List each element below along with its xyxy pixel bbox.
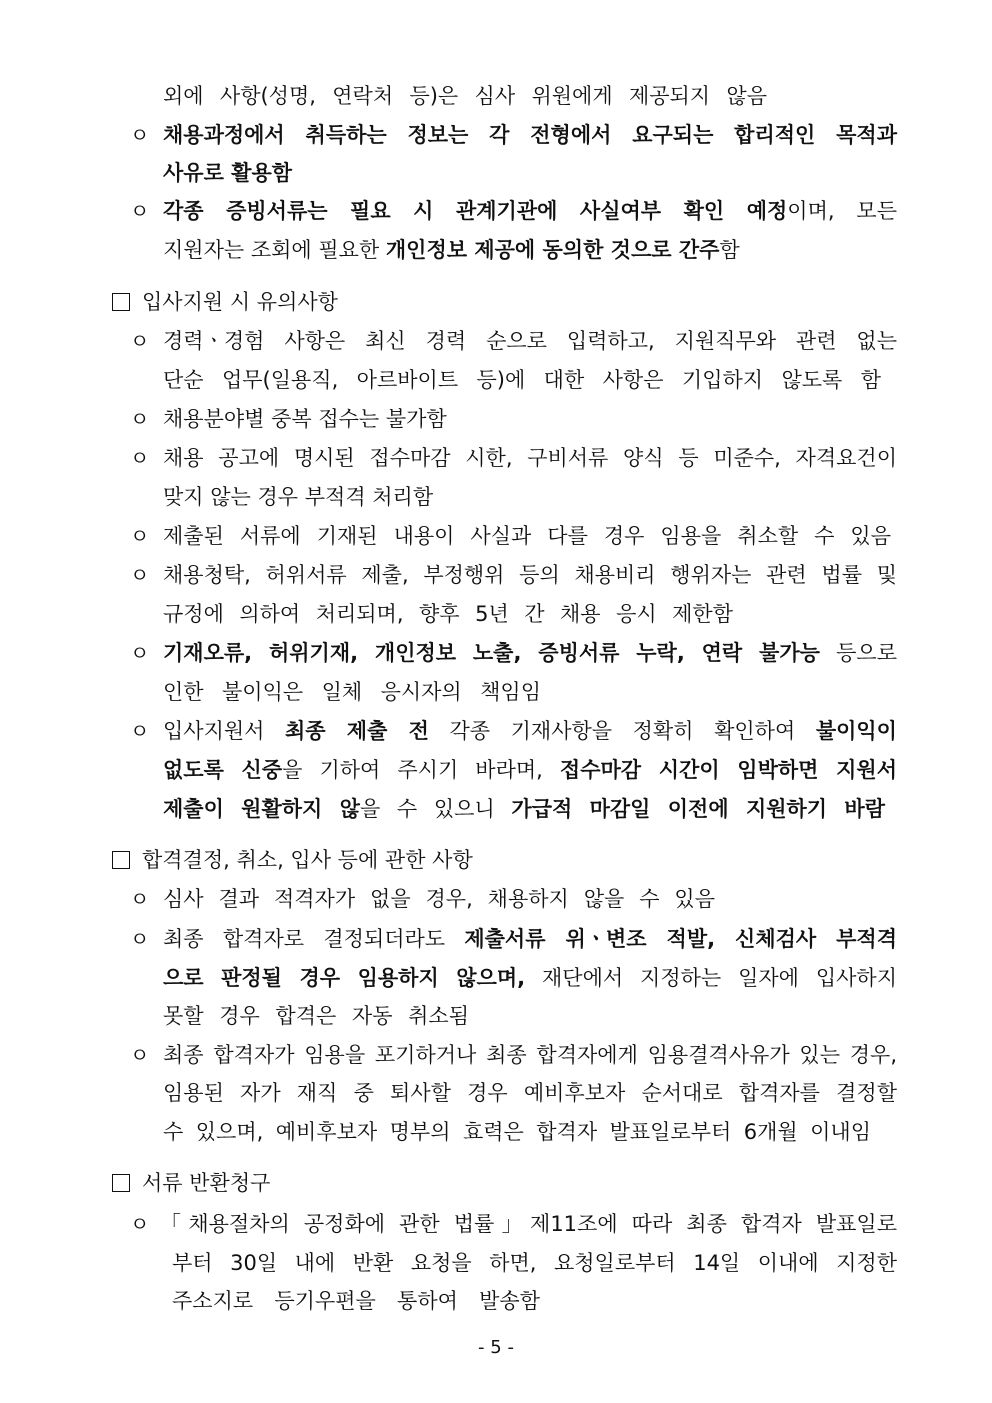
normal-text: 함: [719, 238, 740, 262]
s1-item-2-line-1: 채용분야별 중복 접수는 불가함: [163, 407, 447, 431]
s2-item-3-line-1: 최종 합격자가 임용을 포기하거나 최종 합격자에게 임용결격사유가 있는 경우,: [163, 1043, 897, 1067]
section-heading-document-return: [112, 1169, 270, 1197]
s2-item-1-line-1: 심사 결과 적격자가 없을 경우, 채용하지 않을 수 있음: [163, 887, 715, 911]
intro-item-2-line-1: [163, 197, 897, 225]
intro-item-1-line-2: 사유로 활용함: [163, 161, 293, 185]
s1-item-7-line-2: [163, 756, 897, 784]
bullet-icon: ㅇ: [130, 927, 150, 951]
s3-item-1-line-1: 「채용절차의 공정화에 관한 법률」제11조에 따라 최종 합격자 발표일로: [160, 1212, 897, 1236]
intro-item-1-line-1: 채용과정에서 취득하는 정보는 각 전형에서 요구되는 합리적인 목적과: [163, 123, 897, 147]
s1-item-3-line-1: 채용 공고에 명시된 접수마감 시한, 구비서류 양식 등 미준수, 자격요건이: [163, 446, 897, 470]
emphasis-text: 기재오류, 허위기재, 개인정보 노출, 증빙서류 누락, 연락 불가능: [163, 641, 820, 665]
bullet-icon: ㅇ: [130, 719, 150, 743]
normal-text: 을 수 있으니: [359, 797, 512, 821]
normal-text: 이며, 모든: [787, 199, 897, 223]
bullet-icon: ㅇ: [130, 641, 150, 665]
emphasis-text: 최종 제출 전: [285, 719, 429, 743]
s1-item-6-line-1: [163, 639, 897, 667]
s2-item-2-line-3: 못할 경우 합격은 자동 취소됨: [163, 1004, 469, 1028]
s1-item-1-line-1: 경력ㆍ경험 사항은 최신 경력 순으로 입력하고, 지원직무와 관련 없는: [163, 329, 897, 353]
normal-text: 재단에서 지정하는 일자에 입사하지: [525, 966, 897, 990]
normal-text: 지원자는 조회에 필요한: [163, 238, 386, 262]
s2-item-2-line-1: [163, 925, 897, 953]
intro-item-2-line-2: [163, 236, 740, 264]
normal-text: 최종 합격자로 결정되더라도: [163, 927, 465, 951]
s1-item-6-line-2: 인한 불이익은 일체 응시자의 책임임: [163, 680, 541, 704]
emphasis-text: 가급적 마감일 이전에 지원하기 바람: [511, 797, 885, 821]
emphasis-text: 접수마감 시간이 임박하면 지원서: [559, 758, 897, 782]
s2-item-2-line-2: [163, 964, 897, 992]
bullet-icon: ㅇ: [130, 123, 150, 147]
s1-item-3-line-2: 맞지 않는 경우 부적격 처리함: [163, 485, 434, 509]
s1-item-5-line-1: 채용청탁, 허위서류 제출, 부정행위 등의 채용비리 행위자는 관련 법률 및: [163, 563, 897, 587]
normal-text: 입사지원서: [163, 719, 286, 743]
emphasis-text: 불이익이: [815, 719, 897, 743]
bullet-icon: ㅇ: [130, 329, 150, 353]
emphasis-text: 제출이 원활하지 않: [163, 797, 360, 821]
checkbox-square-icon: [112, 293, 130, 311]
section-title: 합격결정, 취소, 입사 등에 관한 사항: [142, 848, 473, 872]
normal-text: 각종 기재사항을 정확히 확인하여: [428, 719, 816, 743]
checkbox-square-icon: [112, 1174, 130, 1192]
s1-item-5-line-2: 규정에 의하여 처리되며, 향후 5년 간 채용 응시 제한함: [163, 602, 733, 626]
bullet-icon: ㅇ: [130, 563, 150, 587]
emphasis-text: 제출서류 위ㆍ변조 적발, 신체검사 부적격: [464, 927, 897, 951]
page-number: - 5 -: [478, 1337, 514, 1358]
checkbox-square-icon: [112, 851, 130, 869]
s1-item-1-line-2: 단순 업무(일용직, 아르바이트 등)에 대한 사항은 기입하지 않도록 함: [163, 368, 881, 392]
emphasis-text: 없도록 신중: [163, 758, 283, 782]
section-heading-pass-decision: [112, 846, 473, 874]
bullet-icon: ㅇ: [130, 1043, 150, 1067]
bullet-icon: ㅇ: [130, 1212, 150, 1236]
emphasis-text: 으로 판정될 경우 임용하지 않으며,: [163, 966, 526, 990]
normal-text: 등으로: [819, 641, 897, 665]
section-title: 서류 반환청구: [142, 1171, 271, 1195]
bullet-icon: ㅇ: [130, 446, 150, 470]
normal-text: 을 기하여 주시기 바라며,: [282, 758, 560, 782]
s1-item-7-line-3: [163, 795, 885, 823]
section-title: 입사지원 시 유의사항: [142, 290, 338, 314]
s3-item-1-line-3: 주소지로 등기우편을 통하여 발송함: [172, 1289, 540, 1313]
s3-item-1-line-2: 부터 30일 내에 반환 요청을 하면, 요청일로부터 14일 이내에 지정한: [172, 1251, 897, 1275]
section-heading-application-notes: [112, 288, 338, 316]
bullet-icon: ㅇ: [130, 199, 150, 223]
continuation-line: 외에 사항(성명, 연락처 등)은 심사 위원에게 제공되지 않음: [163, 84, 767, 108]
s2-item-3-line-3: 수 있으며, 예비후보자 명부의 효력은 합격자 발표일로부터 6개월 이내임: [163, 1120, 871, 1144]
s1-item-4-line-1: 제출된 서류에 기재된 내용이 사실과 다를 경우 임용을 취소할 수 있음: [163, 524, 891, 548]
s1-item-7-line-1: [163, 717, 897, 745]
bullet-icon: ㅇ: [130, 887, 150, 911]
bullet-icon: ㅇ: [130, 524, 150, 548]
bullet-icon: ㅇ: [130, 407, 150, 431]
s2-item-3-line-2: 임용된 자가 재직 중 퇴사할 경우 예비후보자 순서대로 합격자를 결정할: [163, 1081, 897, 1105]
emphasis-text: 개인정보 제공에 동의한 것으로 간주: [385, 238, 720, 262]
emphasis-text: 각종 증빙서류는 필요 시 관계기관에 사실여부 확인 예정: [163, 199, 788, 223]
